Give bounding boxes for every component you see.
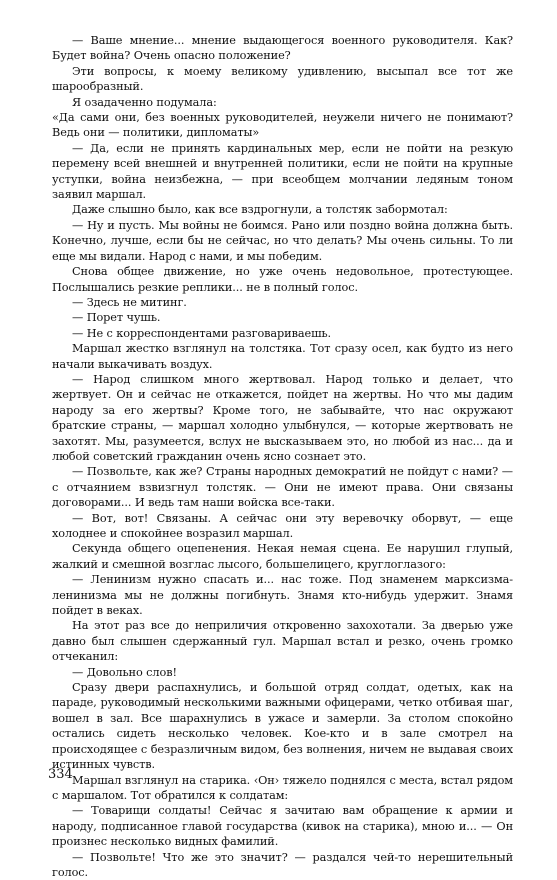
paragraph: — Ленинизм нужно спасать и... нас тоже. Под знаменем марксизма-ленинизма мы не должны погибнуть. Знамя кто-нибудь удержит. Знамя пойдет в веках. bbox=[52, 573, 513, 618]
paragraph: — Позвольте, как же? Страны народных демократий не пойдут с нами? — с отчаянием взвизгнул толстяк. — Они не имеют права. Они связаны договорами... И ведь там наши войска все-таки. bbox=[52, 465, 513, 510]
paragraph: «Да сами они, без военных руководителей, неужели ничего не понимают? Ведь они — политики, дипломаты» bbox=[52, 111, 513, 140]
paragraph: — Вот, вот! Связаны. А сейчас они эту веревочку оборвут, — еще холоднее и спокойнее возразил маршал. bbox=[52, 511, 513, 540]
paragraph: — Не с корреспондентами разговариваешь. bbox=[72, 326, 332, 340]
paragraph: — Товарищи солдаты! Сейчас я зачитаю вам обращение к армии и народу, подписанное главой государства (кивок на старика), мною и... — Он произнес несколько видных фамилий. bbox=[52, 804, 513, 849]
paragraph: — Ваше мнение... мнение выдающегося военного руководителя. Как? Будет война? Очень опасно положение? bbox=[52, 34, 513, 63]
paragraph: Сразу двери распахнулись, и большой отряд солдат, одетых, как на параде, руководимый несколькими важными офицерами, четко отбивая шаг, вошел в зал. Все шарахнулись в ужасе и замерли. За столом спокойно остались сидеть несколько человек. Кое-кто и в зале смотрел на происходящее с безразличным видом, без волнения, ничем не выдавая своих истинных чувств. bbox=[52, 681, 513, 772]
paragraph: — Народ слишком много жертвовал. Народ только и делает, что жертвует. Он и сейчас не откажется, пойдет на жертвы. Но что мы дадим народу за его жертвы? Кроме того, не забывайте, что нас окружают братские страны, — маршал холодно улыбнулся, — которые жертвовать не захотят. Мы, разумеется, вслух не высказываем это, но любой из нас... да и любой советский гражданин очень ясно сознает это. bbox=[52, 372, 513, 463]
paragraph: Эти вопросы, к моему великому удивлению, высыпал все тот же шарообразный. bbox=[52, 64, 513, 94]
paragraph: — Да, если не принять кардинальных мер, если не пойти на резкую перемену всей внешней и внутренней политики, если не пойти на крупные уступки, война неизбежна, — при всеобщем молчании ледяным тоном заявил маршал. bbox=[52, 141, 513, 202]
paragraph: Маршал жестко взглянул на толстяка. Тот сразу осел, как будто из него начали выкачивать воздух. bbox=[52, 342, 513, 371]
paragraph: — Ну и пусть. Мы войны не боимся. Рано или поздно война должна быть. Конечно, лучше, если бы не сейчас, но что делать? Мы очень сильны. То ли еще мы видали. Народ с нами, и мы победим. bbox=[52, 218, 513, 263]
paragraph: — Здесь не митинг. bbox=[72, 295, 187, 309]
paragraph: Снова общее движение, но уже очень недовольное, протестующее. Послышались резкие реплики... не в полный голос. bbox=[52, 265, 513, 294]
paragraph: Маршал взглянул на старика. ‹Он› тяжело поднялся с места, встал рядом с маршалом. Тот обратился к солдатам: bbox=[52, 773, 513, 802]
page-number: 334 bbox=[48, 767, 73, 782]
paragraph: — Порет чушь. bbox=[72, 311, 161, 325]
paragraph: На этот раз все до неприличия откровенно захохотали. За дверью уже давно был слышен сдержанный гул. Маршал встал и резко, очень громко отчеканил: bbox=[52, 619, 513, 664]
paragraph: Секунда общего оцепенения. Некая немая сцена. Ее нарушил глупый, жалкий и смешной возглас лысого, большелицего, круглоглазого: bbox=[52, 542, 513, 571]
paragraph: — Довольно слов! bbox=[72, 665, 177, 679]
paragraph: Я озадаченно подумала: bbox=[72, 95, 217, 109]
paragraph: Даже слышно было, как все вздрогнули, а толстяк забормотал: bbox=[72, 203, 448, 217]
paragraph: — Позвольте! Что же это значит? — раздался чей-то нерешительный голос. bbox=[52, 850, 513, 879]
